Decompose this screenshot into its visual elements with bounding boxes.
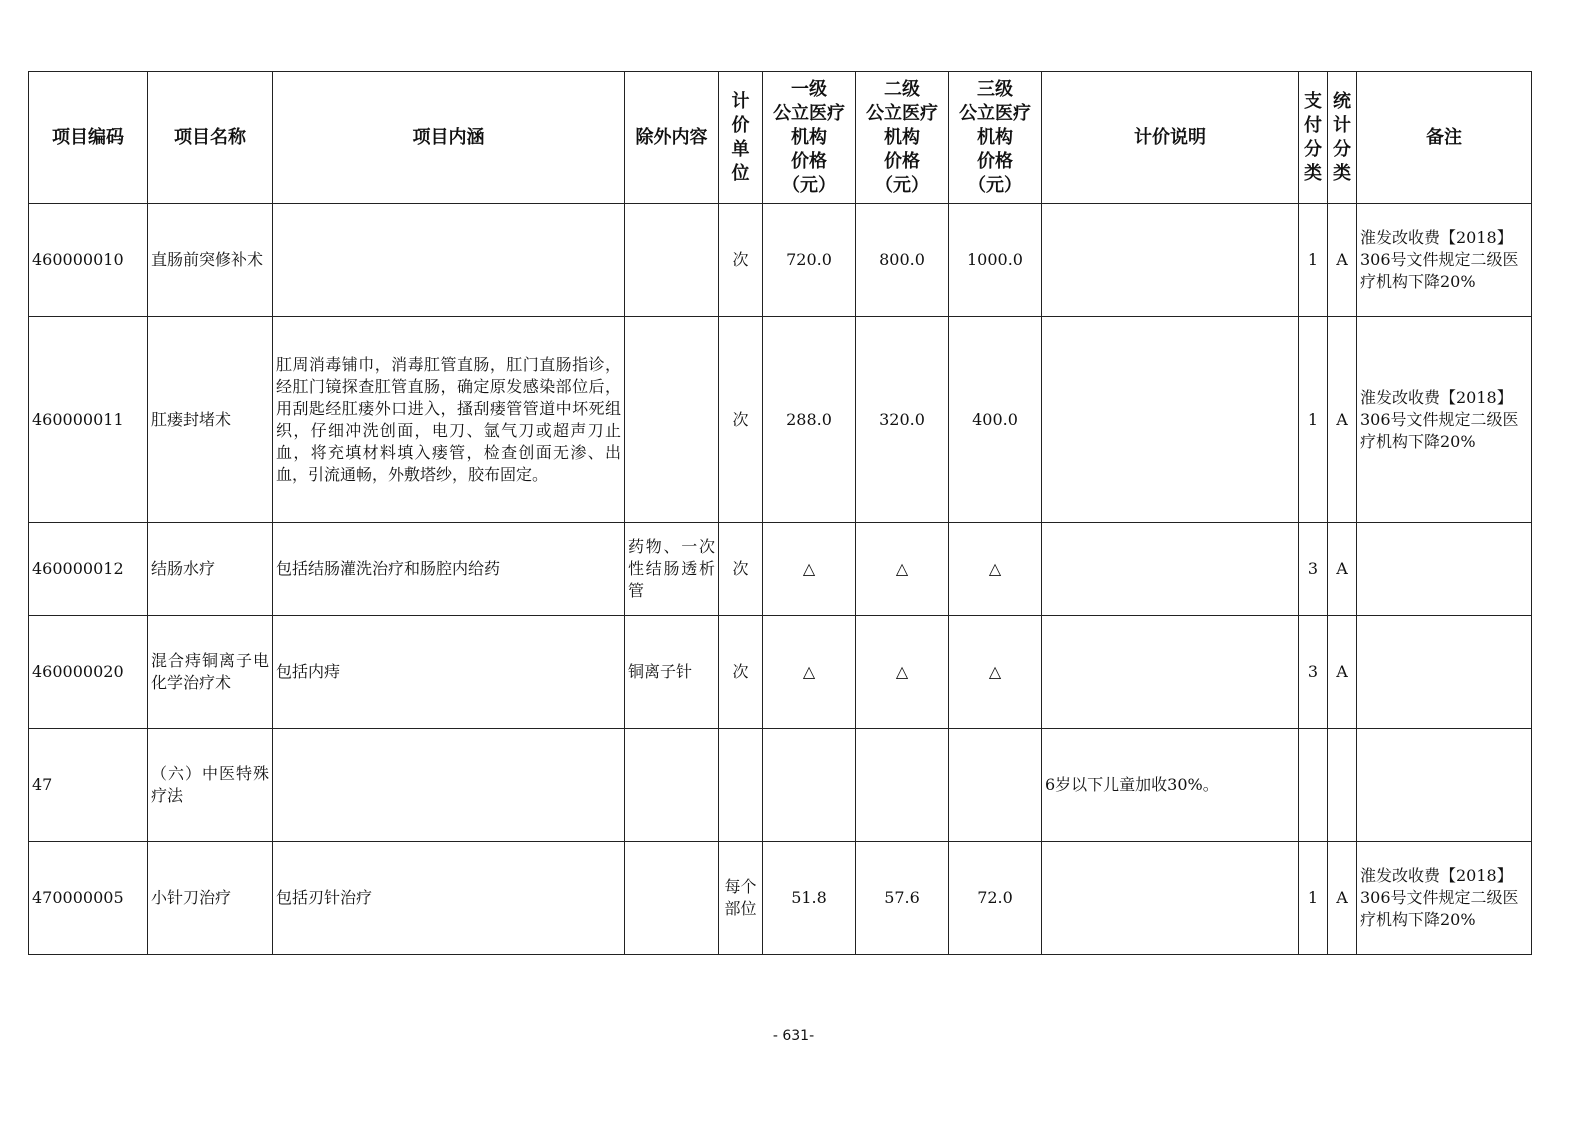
header-excluded: 除外内容 <box>625 72 719 204</box>
cell-content <box>273 204 625 317</box>
cell-price3: △ <box>949 616 1042 729</box>
cell-stat-class: A <box>1328 842 1357 955</box>
cell-code: 460000012 <box>29 523 148 616</box>
table-row <box>29 317 1532 523</box>
cell-excluded: 药物、一次性结肠透析管 <box>625 523 719 616</box>
cell-unit: 次 <box>719 523 763 616</box>
cell-unit: 每个部位 <box>719 842 763 955</box>
cell-price2: 57.6 <box>856 842 949 955</box>
cell-content: 包括内痔 <box>273 616 625 729</box>
cell-price1: 288.0 <box>763 317 856 523</box>
cell-pricing-note <box>1042 616 1299 729</box>
cell-excluded <box>625 204 719 317</box>
header-price1 <box>763 72 856 204</box>
cell-pay-class: 3 <box>1299 523 1328 616</box>
cell-remark <box>1357 523 1532 616</box>
cell-pricing-note <box>1042 523 1299 616</box>
cell-content: 包括结肠灌洗治疗和肠腔内给药 <box>273 523 625 616</box>
cell-remark <box>1357 616 1532 729</box>
cell-stat-class: A <box>1328 204 1357 317</box>
cell-price3: 400.0 <box>949 317 1042 523</box>
cell-pay-class: 3 <box>1299 616 1328 729</box>
cell-name: 混合痔铜离子电化学治疗术 <box>148 616 273 729</box>
cell-code: 460000010 <box>29 204 148 317</box>
cell-code: 470000005 <box>29 842 148 955</box>
cell-price2: 320.0 <box>856 317 949 523</box>
cell-price3: 1000.0 <box>949 204 1042 317</box>
cell-stat-class: A <box>1328 317 1357 523</box>
cell-pricing-note <box>1042 317 1299 523</box>
header-price3 <box>949 72 1042 204</box>
header-price2-text: 二级 公立医疗 机构 价格 （元） <box>866 78 938 196</box>
cell-pay-class <box>1299 729 1328 842</box>
cell-name: 直肠前突修补术 <box>148 204 273 317</box>
cell-price1: 51.8 <box>763 842 856 955</box>
header-price1-text: 一级 公立医疗 机构 价格 （元） <box>773 78 845 196</box>
cell-pricing-note: 6岁以下儿童加收30%。 <box>1042 729 1299 842</box>
cell-code: 460000020 <box>29 616 148 729</box>
header-price2 <box>856 72 949 204</box>
cell-name: 结肠水疗 <box>148 523 273 616</box>
cell-price2: △ <box>856 616 949 729</box>
table-row <box>29 523 1532 616</box>
cell-unit: 次 <box>719 317 763 523</box>
table-row <box>29 616 1532 729</box>
header-remark: 备注 <box>1357 72 1532 204</box>
header-price3-text: 三级 公立医疗 机构 价格 （元） <box>959 78 1031 196</box>
cell-pay-class: 1 <box>1299 204 1328 317</box>
cell-excluded <box>625 729 719 842</box>
table-row <box>29 842 1532 955</box>
table-row <box>29 204 1532 317</box>
cell-excluded <box>625 842 719 955</box>
cell-excluded <box>625 317 719 523</box>
cell-unit: 次 <box>719 204 763 317</box>
cell-remark: 淮发改收费【2018】306号文件规定二级医疗机构下降20% <box>1357 842 1532 955</box>
cell-price3: △ <box>949 523 1042 616</box>
cell-unit: 次 <box>719 616 763 729</box>
header-pay-class-text: 支 付 分 类 <box>1304 90 1322 184</box>
cell-name: 肛瘘封堵术 <box>148 317 273 523</box>
cell-unit <box>719 729 763 842</box>
header-stat-class-text: 统 计 分 类 <box>1333 90 1351 184</box>
header-name: 项目名称 <box>148 72 273 204</box>
cell-price2: △ <box>856 523 949 616</box>
cell-remark: 淮发改收费【2018】306号文件规定二级医疗机构下降20% <box>1357 317 1532 523</box>
cell-price3 <box>949 729 1042 842</box>
cell-pay-class: 1 <box>1299 842 1328 955</box>
cell-code: 47 <box>29 729 148 842</box>
cell-stat-class: A <box>1328 616 1357 729</box>
cell-content: 肛周消毒铺巾，消毒肛管直肠，肛门直肠指诊，经肛门镜探查肛管直肠，确定原发感染部位后，用刮匙经肛瘘外口进入，搔刮瘘管管道中坏死组织，仔细冲洗创面，电刀、氩气刀或超声刀止血，将充填材料填入瘘管，检查创面无渗、出血，引流通畅，外敷塔纱，胶布固定。 <box>273 317 625 523</box>
cell-price2: 800.0 <box>856 204 949 317</box>
cell-price1: 720.0 <box>763 204 856 317</box>
cell-price1 <box>763 729 856 842</box>
page-number: - 631- <box>772 1028 815 1044</box>
pricing-table <box>28 71 1532 955</box>
cell-pricing-note <box>1042 204 1299 317</box>
header-pricing-note: 计价说明 <box>1042 72 1299 204</box>
header-unit <box>719 72 763 204</box>
cell-price1: △ <box>763 523 856 616</box>
cell-pricing-note <box>1042 842 1299 955</box>
cell-remark: 淮发改收费【2018】306号文件规定二级医疗机构下降20% <box>1357 204 1532 317</box>
cell-name: （六）中医特殊疗法 <box>148 729 273 842</box>
cell-stat-class <box>1328 729 1357 842</box>
header-unit-text: 计 价 单 位 <box>731 90 750 184</box>
header-content: 项目内涵 <box>273 72 625 204</box>
cell-excluded: 铜离子针 <box>625 616 719 729</box>
table-row <box>29 729 1532 842</box>
cell-pay-class: 1 <box>1299 317 1328 523</box>
cell-code: 460000011 <box>29 317 148 523</box>
cell-price1: △ <box>763 616 856 729</box>
cell-name: 小针刀治疗 <box>148 842 273 955</box>
header-stat-class <box>1328 72 1357 204</box>
header-pay-class <box>1299 72 1328 204</box>
cell-price3: 72.0 <box>949 842 1042 955</box>
cell-content: 包括刃针治疗 <box>273 842 625 955</box>
header-row <box>29 72 1532 204</box>
cell-remark <box>1357 729 1532 842</box>
cell-stat-class: A <box>1328 523 1357 616</box>
cell-price2 <box>856 729 949 842</box>
header-code: 项目编码 <box>29 72 148 204</box>
cell-content <box>273 729 625 842</box>
